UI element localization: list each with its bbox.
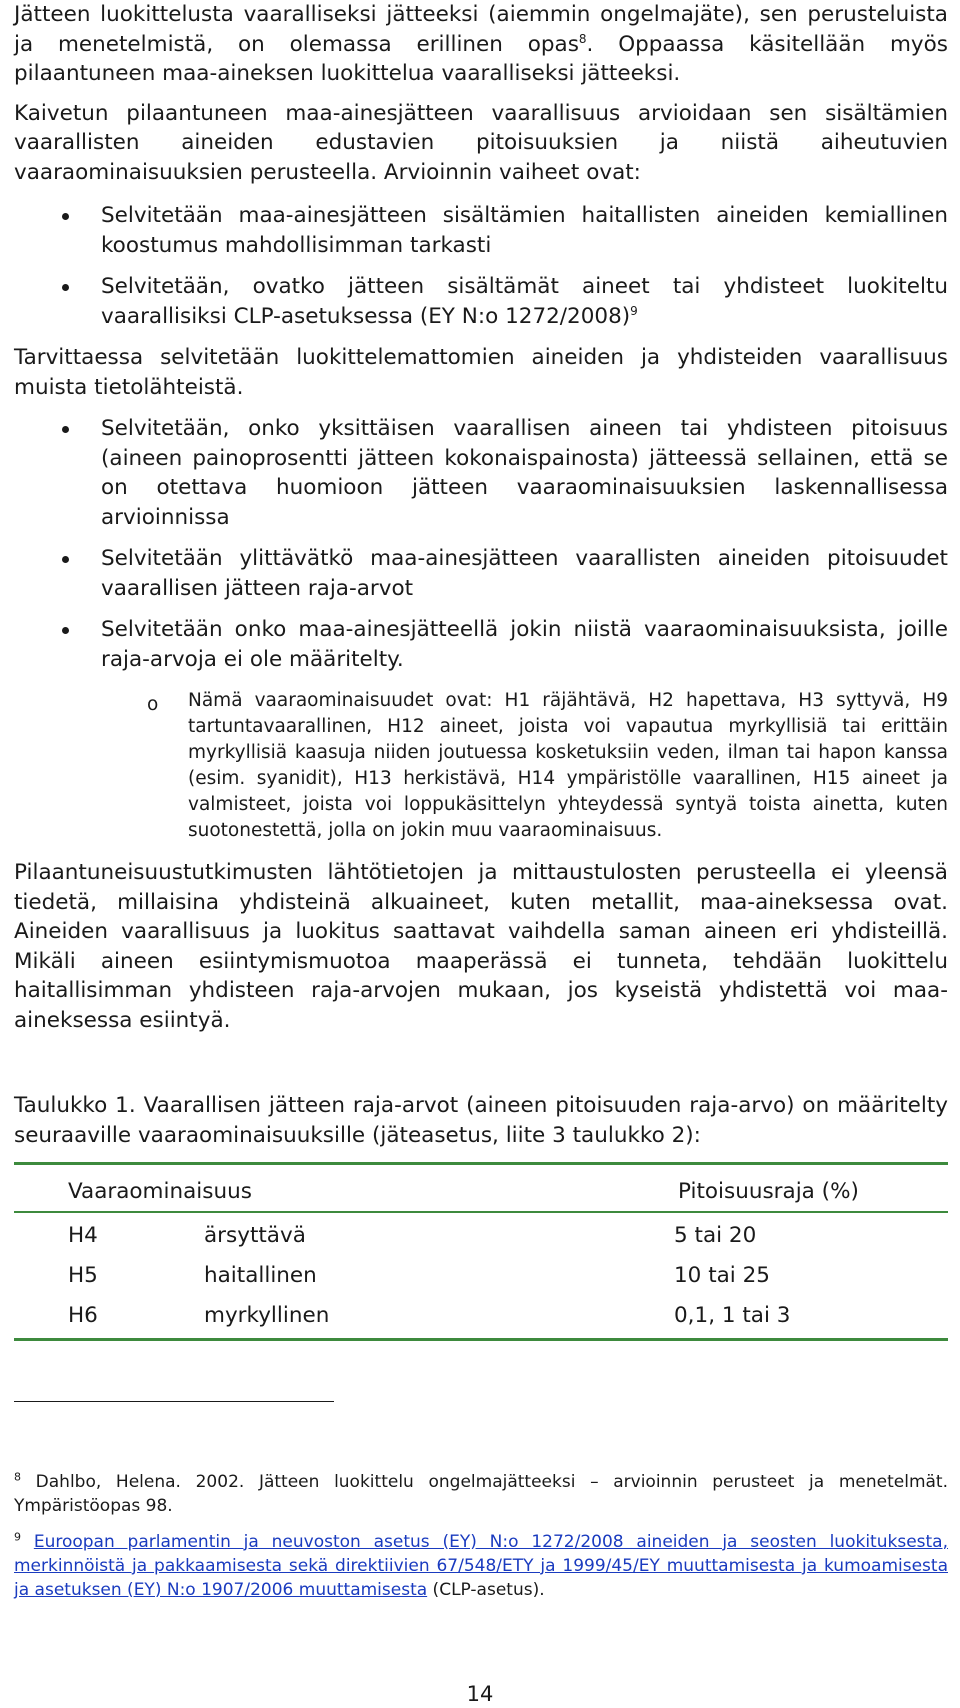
sub-list-item [14, 688, 948, 844]
table-cell-code: H5 [68, 1263, 98, 1288]
bullet-icon [62, 556, 69, 563]
table-row [14, 1216, 948, 1256]
table-cell-code: H6 [68, 1303, 98, 1328]
page-number: 14 [466, 1682, 494, 1706]
list-item-text: Selvitetään, ovatko jätteen sisältämät aineet tai yhdisteet luokiteltu vaarallisiksi CLP-asetuksessa (EY N:o 1272/2008) [101, 274, 948, 329]
sub-list-item-text: Nämä vaaraominaisuudet ovat: H1 räjähtävä, H2 hapettava, H3 syttyvä, H9 tartuntavaarallinen, H12 aineet, joista voi vapautua myrkyllisiä tai erittäin myrkyllisiä kaasuja niiden joutuessa kosketuksiin veden, ilman tai hapon kanssa (esim. syanidit), H13 herkistävä, H14 ympäristölle vaarallinen, H15 aineet ja valmisteet, joista voi loppukäsittelyn yhteydessä syntyä toista ainetta, kuten suotonestettä, jolla on jokin muu vaaraominaisuus. [188, 690, 948, 841]
list-item [14, 272, 948, 331]
list-item [14, 615, 948, 674]
document-page [14, 0, 948, 1602]
limits-table-body [14, 1216, 948, 1336]
footnote-number: 8 [14, 1469, 21, 1483]
list-item [14, 544, 948, 603]
footnote-9 [14, 1530, 948, 1602]
bullet-list-steps-b [14, 414, 948, 674]
paragraph-contamination: Pilaantuneisuustutkimusten lähtötietojen ja mittaustulosten perusteella ei yleensä tiedetä, millaisina yhdisteinä alkuaineet, kuten metallit, maa-aineksessa ovat. Aineiden vaarallisuus ja luokitus saattavat vaihdella saman aineen eri yhdisteillä. Mikäli aineen esiintymismuotoa maaperässä ei tunneta, tehdään luokittelu haitallisimman yhdisteen raja-arvojen mukaan, jos kyseistä yhdistettä voi maa-aineksessa esiintyä. [14, 860, 948, 1033]
table-cell-name: ärsyttävä [204, 1223, 306, 1248]
table-row [14, 1256, 948, 1296]
column-header-property: Vaaraominaisuus [68, 1178, 252, 1204]
paragraph-intro [14, 0, 948, 89]
limits-table [14, 1171, 948, 1211]
paragraph-assessment: Kaivetun pilaantuneen maa-ainesjätteen vaarallisuus arvioidaan sen sisältämien vaarallisten aineiden edustavien pitoisuuksien ja niistä aiheutuvien vaaraominaisuuksien perusteella. Arvioinnin vaiheet ovat: [14, 100, 948, 185]
list-item [14, 414, 948, 532]
bullet-list-steps-a [14, 201, 948, 331]
column-header-limit: Pitoisuusraja (%) [678, 1178, 859, 1204]
table-cell-limit: 10 tai 25 [674, 1263, 770, 1288]
footnote-ref-9[interactable]: 9 [630, 303, 638, 318]
table-header-row [14, 1171, 948, 1211]
footnote-separator [14, 1401, 334, 1402]
paragraph-text: Jätteen luokittelusta vaaralliseksi jätteeksi (aiemmin ongelmajäte), sen perusteluista ja menetelmistä, on olemassa erillinen opas [14, 2, 948, 57]
bullet-icon [62, 213, 69, 220]
list-item-text: Selvitetään, onko yksittäisen vaarallisen aineen tai yhdisteen pitoisuus (aineen painoprosentti jätteen kokonaispainosta) jätteessä sellainen, että se on otettava huomioon jätteen vaaraominaisuuksien laskennallisessa arvioinnissa [101, 416, 948, 530]
footnote-8 [14, 1470, 948, 1518]
list-item-text: Selvitetään maa-ainesjätteen sisältämien haitallisten aineiden kemiallinen koostumus mahdollisimman tarkasti [101, 203, 948, 258]
footnote-ref-8[interactable]: 8 [578, 31, 587, 46]
table-row [14, 1296, 948, 1336]
paragraph-unclassified: Tarvittaessa selvitetään luokittelemattomien aineiden ja yhdisteiden vaarallisuus muista tietolähteistä. [14, 345, 948, 400]
paragraph-text: . Oppaassa käsitellään myös pilaantuneen maa-aineksen luokittelua vaaralliseksi jätteeksi. [14, 31, 949, 86]
list-item-text: Selvitetään onko maa-ainesjätteellä jokin niistä vaaraominaisuuksista, joille raja-arvoja ei ole määritelty. [101, 617, 948, 672]
list-item-text: Selvitetään ylittävätkö maa-ainesjätteen vaarallisten aineiden pitoisuudet vaarallisen jätteen raja-arvot [101, 546, 948, 601]
table-cell-name: haitallinen [204, 1263, 317, 1288]
table-top-rule [14, 1162, 948, 1165]
table-cell-code: H4 [68, 1223, 98, 1248]
bullet-icon [62, 284, 69, 291]
footnote-link[interactable]: Euroopan parlamentin ja neuvoston asetus (EY) N:o 1272/2008 aineiden ja seosten luokituksesta, merkinnöistä ja pakkaamisesta sekä direktiivien 67/548/ETY ja 1999/45/EY muuttamisesta ja kumoamisesta ja asetuksen (EY) N:o 1907/2006 muuttamisesta [14, 1531, 948, 1600]
table-cell-name: myrkyllinen [204, 1303, 330, 1328]
sub-bullet-icon: o [147, 694, 159, 715]
footnote-number: 9 [14, 1529, 21, 1543]
list-item [14, 201, 948, 260]
footnote-text: Dahlbo, Helena. 2002. Jätteen luokittelu ongelmajätteeksi – arvioinnin perusteet ja menetelmät. Ympäristöopas 98. [14, 1471, 949, 1516]
footnote-text: (CLP-asetus). [427, 1579, 545, 1600]
table-caption: Taulukko 1. Vaarallisen jätteen raja-arvot (aineen pitoisuuden raja-arvo) on määritelty seuraaville vaaraominaisuuksille (jäteasetus, liite 3 taulukko 2): [14, 1093, 948, 1148]
table-cell-limit: 5 tai 20 [674, 1223, 757, 1248]
table-cell-limit: 0,1, 1 tai 3 [674, 1303, 791, 1328]
bullet-icon [62, 627, 69, 634]
table-bottom-rule [14, 1338, 948, 1341]
bullet-icon [62, 426, 69, 433]
table-header-rule [14, 1211, 948, 1213]
